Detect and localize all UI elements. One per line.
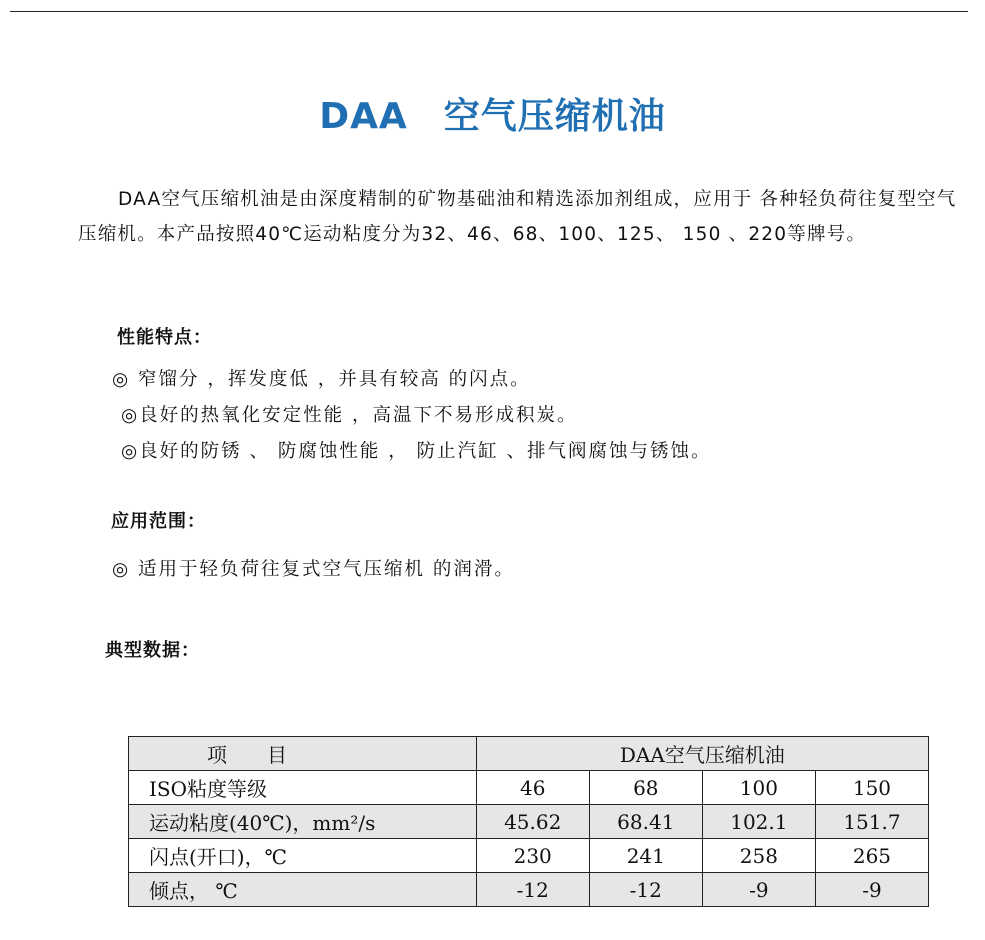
row-label: 运动粘度(40℃)，mm²/s <box>129 805 477 839</box>
title-product-code: DAA <box>319 96 408 137</box>
table-row <box>129 839 929 873</box>
application-item: ◎ 适用于轻负荷往复式空气压缩机 的润滑。 <box>112 559 515 580</box>
table-header-row <box>129 737 929 771</box>
cell-value: 46 <box>476 771 589 805</box>
table-header-item: 项 目 <box>129 737 477 771</box>
features-heading: 性能特点： <box>117 327 212 348</box>
cell-value: 68 <box>589 771 702 805</box>
intro-paragraph: DAA空气压缩机油是由深度精制的矿物基础油和精选添加剂组成，应用于 各种轻负荷往复型空气压缩机。本产品按照40℃运动粘度分为32、46、68、100、125、 150 、220等牌号。 <box>78 189 957 245</box>
table-header-product: DAA空气压缩机油 <box>476 737 928 771</box>
cell-value: 241 <box>589 839 702 873</box>
table-row <box>129 805 929 839</box>
top-rule <box>10 11 968 12</box>
row-label: 闪点(开口)，℃ <box>129 839 477 873</box>
application-heading: 应用范围： <box>111 511 206 532</box>
cell-value: 230 <box>476 839 589 873</box>
cell-value: 100 <box>702 771 815 805</box>
typical-data-heading: 典型数据： <box>105 640 200 661</box>
cell-value: 68.41 <box>589 805 702 839</box>
table-row <box>129 771 929 805</box>
cell-value: 258 <box>702 839 815 873</box>
typical-data-table <box>128 736 929 907</box>
cell-value: 45.62 <box>476 805 589 839</box>
cell-value: 151.7 <box>815 805 928 839</box>
cell-value: -12 <box>589 873 702 907</box>
cell-value: 102.1 <box>702 805 815 839</box>
feature-item: ◎良好的热氧化安定性能 ，高温下不易形成积炭。 <box>121 405 578 426</box>
page-title <box>0 88 985 139</box>
cell-value: 265 <box>815 839 928 873</box>
table-row <box>129 873 929 907</box>
feature-item: ◎良好的防锈 、 防腐蚀性能 ， 防止汽缸 、排气阀腐蚀与锈蚀。 <box>121 441 712 462</box>
feature-item: ◎ 窄馏分 ，挥发度低 ，并具有较高 的闪点。 <box>112 369 531 390</box>
row-label: ISO粘度等级 <box>129 771 477 805</box>
title-product-name: 空气压缩机油 <box>443 96 666 137</box>
cell-value: -9 <box>702 873 815 907</box>
cell-value: -12 <box>476 873 589 907</box>
row-label: 倾点， ℃ <box>129 873 477 907</box>
cell-value: -9 <box>815 873 928 907</box>
cell-value: 150 <box>815 771 928 805</box>
